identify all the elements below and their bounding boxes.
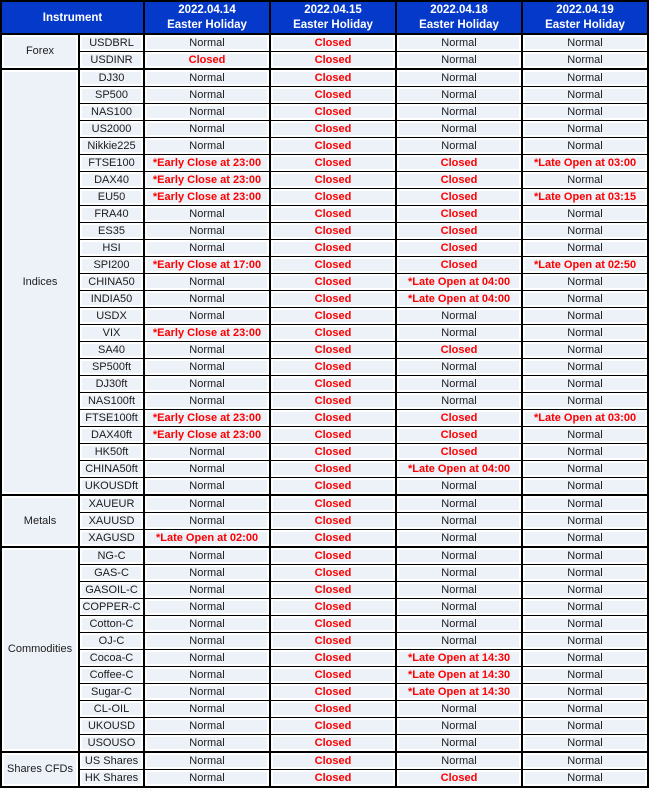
status-cell: Closed xyxy=(396,770,522,788)
status-cell: Normal xyxy=(144,359,270,376)
status-cell: Closed xyxy=(270,478,396,496)
status-cell: Closed xyxy=(270,325,396,342)
status-cell: Closed xyxy=(270,599,396,616)
status-cell: Normal xyxy=(144,667,270,684)
instrument-cell: SP500ft xyxy=(79,359,144,376)
status-cell: Normal xyxy=(144,770,270,788)
status-cell: Normal xyxy=(522,104,648,121)
table-row xyxy=(1,104,648,121)
instrument-cell: US2000 xyxy=(79,121,144,138)
instrument-cell: SA40 xyxy=(79,342,144,359)
table-row xyxy=(1,325,648,342)
table-row xyxy=(1,410,648,427)
instrument-cell: GAS-C xyxy=(79,565,144,582)
status-cell: Normal xyxy=(522,582,648,599)
status-cell: Closed xyxy=(270,240,396,257)
status-cell: Normal xyxy=(522,291,648,308)
status-cell: Closed xyxy=(270,308,396,325)
instrument-cell: USDINR xyxy=(79,52,144,70)
status-cell: Normal xyxy=(144,684,270,701)
instrument-cell: CHINA50 xyxy=(79,274,144,291)
group-cell: Commodities xyxy=(1,547,79,752)
status-cell: Normal xyxy=(144,104,270,121)
status-cell: Normal xyxy=(522,138,648,155)
status-cell: Normal xyxy=(144,599,270,616)
status-cell: Normal xyxy=(144,291,270,308)
status-cell: Normal xyxy=(522,34,648,52)
status-cell: Closed xyxy=(270,616,396,633)
status-cell: Normal xyxy=(144,240,270,257)
status-cell: Closed xyxy=(270,121,396,138)
instrument-cell: CL-OIL xyxy=(79,701,144,718)
status-cell: Normal xyxy=(144,735,270,753)
table-row xyxy=(1,240,648,257)
table-row xyxy=(1,478,648,496)
status-cell: *Early Close at 23:00 xyxy=(144,155,270,172)
status-cell: Normal xyxy=(522,69,648,87)
status-cell: Normal xyxy=(522,325,648,342)
status-cell: Normal xyxy=(522,172,648,189)
status-cell: Normal xyxy=(396,138,522,155)
status-cell: Normal xyxy=(522,121,648,138)
instrument-cell: GASOIL-C xyxy=(79,582,144,599)
status-cell: *Late Open at 02:50 xyxy=(522,257,648,274)
status-cell: Closed xyxy=(270,495,396,513)
status-cell: Normal xyxy=(522,684,648,701)
table-row xyxy=(1,770,648,788)
status-cell: Normal xyxy=(522,359,648,376)
status-cell: *Late Open at 03:00 xyxy=(522,410,648,427)
table-row xyxy=(1,291,648,308)
instrument-cell: ES35 xyxy=(79,223,144,240)
status-cell: *Late Open at 03:15 xyxy=(522,189,648,206)
instrument-cell: NAS100 xyxy=(79,104,144,121)
status-cell: Normal xyxy=(144,87,270,104)
table-row xyxy=(1,427,648,444)
status-cell: Closed xyxy=(270,376,396,393)
status-cell: Normal xyxy=(522,393,648,410)
table-body xyxy=(1,34,648,787)
table-row xyxy=(1,172,648,189)
status-cell: Closed xyxy=(270,667,396,684)
table-row xyxy=(1,667,648,684)
table-row xyxy=(1,87,648,104)
instrument-cell: HSI xyxy=(79,240,144,257)
table-row xyxy=(1,650,648,667)
status-cell: Normal xyxy=(522,547,648,565)
status-cell: Normal xyxy=(396,582,522,599)
status-cell: Normal xyxy=(396,735,522,753)
status-cell: *Early Close at 23:00 xyxy=(144,325,270,342)
status-cell: Normal xyxy=(396,495,522,513)
status-cell: Closed xyxy=(270,223,396,240)
status-cell: Normal xyxy=(144,461,270,478)
header-date: 2022.04.15 xyxy=(304,4,362,16)
instrument-cell: EU50 xyxy=(79,189,144,206)
header-subtitle: Easter Holiday xyxy=(419,19,499,31)
status-cell: Closed xyxy=(396,257,522,274)
status-cell: Closed xyxy=(270,547,396,565)
instrument-cell: Sugar-C xyxy=(79,684,144,701)
status-cell: *Late Open at 04:00 xyxy=(396,274,522,291)
status-cell: Normal xyxy=(522,87,648,104)
status-cell: Closed xyxy=(270,684,396,701)
status-cell: Normal xyxy=(396,547,522,565)
status-cell: Normal xyxy=(522,530,648,548)
status-cell: Normal xyxy=(522,240,648,257)
instrument-cell: UKOUSDft xyxy=(79,478,144,496)
instrument-cell: HK50ft xyxy=(79,444,144,461)
status-cell: Normal xyxy=(396,530,522,548)
status-cell: Normal xyxy=(144,565,270,582)
status-cell: Closed xyxy=(270,718,396,735)
instrument-cell: COPPER-C xyxy=(79,599,144,616)
status-cell: Closed xyxy=(270,461,396,478)
header-row xyxy=(1,1,648,34)
instrument-cell: DJ30 xyxy=(79,69,144,87)
status-cell: Closed xyxy=(144,52,270,70)
status-cell: Normal xyxy=(522,667,648,684)
status-cell: Closed xyxy=(270,359,396,376)
header-subtitle: Easter Holiday xyxy=(293,19,373,31)
table-row xyxy=(1,342,648,359)
header-col-2022-04-15 xyxy=(270,1,396,34)
table-row xyxy=(1,633,648,650)
status-cell: Closed xyxy=(396,342,522,359)
status-cell: Closed xyxy=(270,633,396,650)
table-row xyxy=(1,376,648,393)
status-cell: Normal xyxy=(144,223,270,240)
status-cell: Normal xyxy=(522,565,648,582)
instrument-cell: DAX40 xyxy=(79,172,144,189)
status-cell: Closed xyxy=(270,104,396,121)
status-cell: Closed xyxy=(270,87,396,104)
status-cell: Normal xyxy=(144,718,270,735)
status-cell: Normal xyxy=(522,633,648,650)
status-cell: Normal xyxy=(396,718,522,735)
status-cell: Closed xyxy=(270,274,396,291)
instrument-cell: INDIA50 xyxy=(79,291,144,308)
header-date: 2022.04.18 xyxy=(430,4,488,16)
table-row xyxy=(1,530,648,548)
table-row xyxy=(1,155,648,172)
table-row xyxy=(1,121,648,138)
instrument-cell: Coffee-C xyxy=(79,667,144,684)
instrument-cell: USOUSO xyxy=(79,735,144,753)
status-cell: Normal xyxy=(396,104,522,121)
status-cell: Closed xyxy=(396,427,522,444)
status-cell: Normal xyxy=(144,582,270,599)
table-row xyxy=(1,565,648,582)
status-cell: Closed xyxy=(270,138,396,155)
status-cell: Closed xyxy=(270,701,396,718)
status-cell: Normal xyxy=(144,444,270,461)
status-cell: Normal xyxy=(522,752,648,770)
status-cell: Normal xyxy=(522,513,648,530)
status-cell: Normal xyxy=(522,599,648,616)
table-row xyxy=(1,599,648,616)
status-cell: Normal xyxy=(522,376,648,393)
instrument-cell: SPI200 xyxy=(79,257,144,274)
status-cell: *Early Close at 23:00 xyxy=(144,427,270,444)
group-cell: Forex xyxy=(1,34,79,69)
header-subtitle: Easter Holiday xyxy=(545,19,625,31)
status-cell: Closed xyxy=(270,770,396,788)
table-row xyxy=(1,718,648,735)
status-cell: Closed xyxy=(270,565,396,582)
status-cell: Normal xyxy=(522,308,648,325)
status-cell: *Late Open at 02:00 xyxy=(144,530,270,548)
status-cell: Closed xyxy=(270,530,396,548)
status-cell: Normal xyxy=(396,87,522,104)
header-date: 2022.04.14 xyxy=(178,4,236,16)
status-cell: Closed xyxy=(396,155,522,172)
status-cell: Normal xyxy=(396,121,522,138)
table-row xyxy=(1,461,648,478)
status-cell: Normal xyxy=(144,308,270,325)
status-cell: Normal xyxy=(522,478,648,496)
status-cell: Closed xyxy=(270,34,396,52)
status-cell: Normal xyxy=(396,325,522,342)
status-cell: Closed xyxy=(270,513,396,530)
table-row xyxy=(1,206,648,223)
table-row xyxy=(1,138,648,155)
table-row xyxy=(1,52,648,70)
status-cell: Normal xyxy=(396,52,522,70)
instrument-cell: FTSE100 xyxy=(79,155,144,172)
status-cell: Normal xyxy=(522,770,648,788)
status-cell: Closed xyxy=(270,172,396,189)
status-cell: Normal xyxy=(522,650,648,667)
status-cell: Closed xyxy=(270,752,396,770)
status-cell: Closed xyxy=(270,69,396,87)
instrument-cell: HK Shares xyxy=(79,770,144,788)
instrument-cell: US Shares xyxy=(79,752,144,770)
header-col-2022-04-18 xyxy=(396,1,522,34)
status-cell: Closed xyxy=(270,735,396,753)
instrument-cell: SP500 xyxy=(79,87,144,104)
status-cell: Normal xyxy=(396,69,522,87)
status-cell: Normal xyxy=(522,735,648,753)
status-cell: Normal xyxy=(396,565,522,582)
table-row xyxy=(1,582,648,599)
table-row xyxy=(1,34,648,52)
table-row xyxy=(1,69,648,87)
instrument-cell: Cotton-C xyxy=(79,616,144,633)
status-cell: *Late Open at 14:30 xyxy=(396,667,522,684)
header-instrument: Instrument xyxy=(1,1,144,34)
status-cell: Normal xyxy=(522,701,648,718)
status-cell: Normal xyxy=(144,478,270,496)
table-row xyxy=(1,223,648,240)
status-cell: *Early Close at 23:00 xyxy=(144,189,270,206)
status-cell: Normal xyxy=(144,650,270,667)
status-cell: Closed xyxy=(270,650,396,667)
header-date: 2022.04.19 xyxy=(556,4,614,16)
instrument-cell: NAS100ft xyxy=(79,393,144,410)
status-cell: Normal xyxy=(144,34,270,52)
status-cell: Closed xyxy=(270,444,396,461)
status-cell: Normal xyxy=(396,599,522,616)
status-cell: Normal xyxy=(396,478,522,496)
status-cell: *Early Close at 23:00 xyxy=(144,172,270,189)
status-cell: Normal xyxy=(144,69,270,87)
status-cell: Normal xyxy=(522,718,648,735)
status-cell: *Late Open at 14:30 xyxy=(396,684,522,701)
table-row xyxy=(1,616,648,633)
status-cell: Normal xyxy=(396,513,522,530)
status-cell: Normal xyxy=(144,342,270,359)
status-cell: Closed xyxy=(396,240,522,257)
instrument-cell: XAUEUR xyxy=(79,495,144,513)
group-cell: Indices xyxy=(1,69,79,495)
status-cell: Normal xyxy=(396,616,522,633)
status-cell: Normal xyxy=(396,752,522,770)
status-cell: *Late Open at 14:30 xyxy=(396,650,522,667)
status-cell: Closed xyxy=(270,393,396,410)
status-cell: Normal xyxy=(144,547,270,565)
status-cell: Normal xyxy=(144,752,270,770)
status-cell: Normal xyxy=(396,308,522,325)
status-cell: Closed xyxy=(270,257,396,274)
instrument-cell: XAUUSD xyxy=(79,513,144,530)
instrument-cell: FRA40 xyxy=(79,206,144,223)
status-cell: Closed xyxy=(396,444,522,461)
status-cell: Closed xyxy=(270,189,396,206)
status-cell: Normal xyxy=(396,701,522,718)
header-col-2022-04-19 xyxy=(522,1,648,34)
status-cell: Normal xyxy=(396,376,522,393)
table-row xyxy=(1,308,648,325)
table-row xyxy=(1,735,648,753)
instrument-cell: VIX xyxy=(79,325,144,342)
table-row xyxy=(1,393,648,410)
status-cell: Closed xyxy=(396,172,522,189)
status-cell: Closed xyxy=(396,189,522,206)
header-subtitle: Easter Holiday xyxy=(167,19,247,31)
status-cell: Normal xyxy=(144,633,270,650)
status-cell: Normal xyxy=(144,701,270,718)
instrument-cell: NG-C xyxy=(79,547,144,565)
instrument-cell: XAGUSD xyxy=(79,530,144,548)
status-cell: Normal xyxy=(396,359,522,376)
status-cell: Normal xyxy=(522,616,648,633)
status-cell: *Early Close at 23:00 xyxy=(144,410,270,427)
status-cell: Normal xyxy=(144,138,270,155)
status-cell: Normal xyxy=(144,376,270,393)
status-cell: Normal xyxy=(144,495,270,513)
status-cell: Closed xyxy=(270,582,396,599)
status-cell: Closed xyxy=(270,410,396,427)
status-cell: Normal xyxy=(522,495,648,513)
instrument-cell: FTSE100ft xyxy=(79,410,144,427)
instrument-cell: UKOUSD xyxy=(79,718,144,735)
instrument-cell: CHINA50ft xyxy=(79,461,144,478)
status-cell: Normal xyxy=(522,206,648,223)
table-row xyxy=(1,513,648,530)
status-cell: Normal xyxy=(522,342,648,359)
status-cell: Normal xyxy=(522,52,648,70)
status-cell: Normal xyxy=(522,444,648,461)
status-cell: Normal xyxy=(396,393,522,410)
status-cell: Normal xyxy=(144,616,270,633)
status-cell: Normal xyxy=(396,34,522,52)
status-cell: Closed xyxy=(270,291,396,308)
table-row xyxy=(1,547,648,565)
status-cell: Closed xyxy=(270,155,396,172)
status-cell: Normal xyxy=(522,461,648,478)
table-row xyxy=(1,189,648,206)
status-cell: Closed xyxy=(270,342,396,359)
status-cell: Closed xyxy=(396,410,522,427)
status-cell: Closed xyxy=(270,206,396,223)
status-cell: Normal xyxy=(522,274,648,291)
group-cell: Metals xyxy=(1,495,79,547)
status-cell: *Late Open at 04:00 xyxy=(396,461,522,478)
status-cell: Normal xyxy=(144,274,270,291)
instrument-cell: Cocoa-C xyxy=(79,650,144,667)
table-row xyxy=(1,701,648,718)
table-row xyxy=(1,684,648,701)
status-cell: *Early Close at 17:00 xyxy=(144,257,270,274)
status-cell: *Late Open at 04:00 xyxy=(396,291,522,308)
status-cell: Normal xyxy=(522,223,648,240)
status-cell: Normal xyxy=(144,121,270,138)
status-cell: Closed xyxy=(396,223,522,240)
instrument-cell: OJ-C xyxy=(79,633,144,650)
header-col-2022-04-14 xyxy=(144,1,270,34)
status-cell: Normal xyxy=(522,427,648,444)
table-row xyxy=(1,274,648,291)
status-cell: *Late Open at 03:00 xyxy=(522,155,648,172)
instrument-cell: DAX40ft xyxy=(79,427,144,444)
status-cell: Closed xyxy=(270,427,396,444)
table-row xyxy=(1,495,648,513)
instrument-cell: USDBRL xyxy=(79,34,144,52)
instrument-cell: DJ30ft xyxy=(79,376,144,393)
status-cell: Normal xyxy=(144,393,270,410)
status-cell: Closed xyxy=(396,206,522,223)
table-row xyxy=(1,752,648,770)
status-cell: Normal xyxy=(396,633,522,650)
table-row xyxy=(1,444,648,461)
table-row xyxy=(1,359,648,376)
status-cell: Normal xyxy=(144,513,270,530)
instrument-cell: USDX xyxy=(79,308,144,325)
instrument-cell: Nikkie225 xyxy=(79,138,144,155)
status-cell: Closed xyxy=(270,52,396,70)
status-cell: Normal xyxy=(144,206,270,223)
group-cell: Shares CFDs xyxy=(1,752,79,787)
table-row xyxy=(1,257,648,274)
